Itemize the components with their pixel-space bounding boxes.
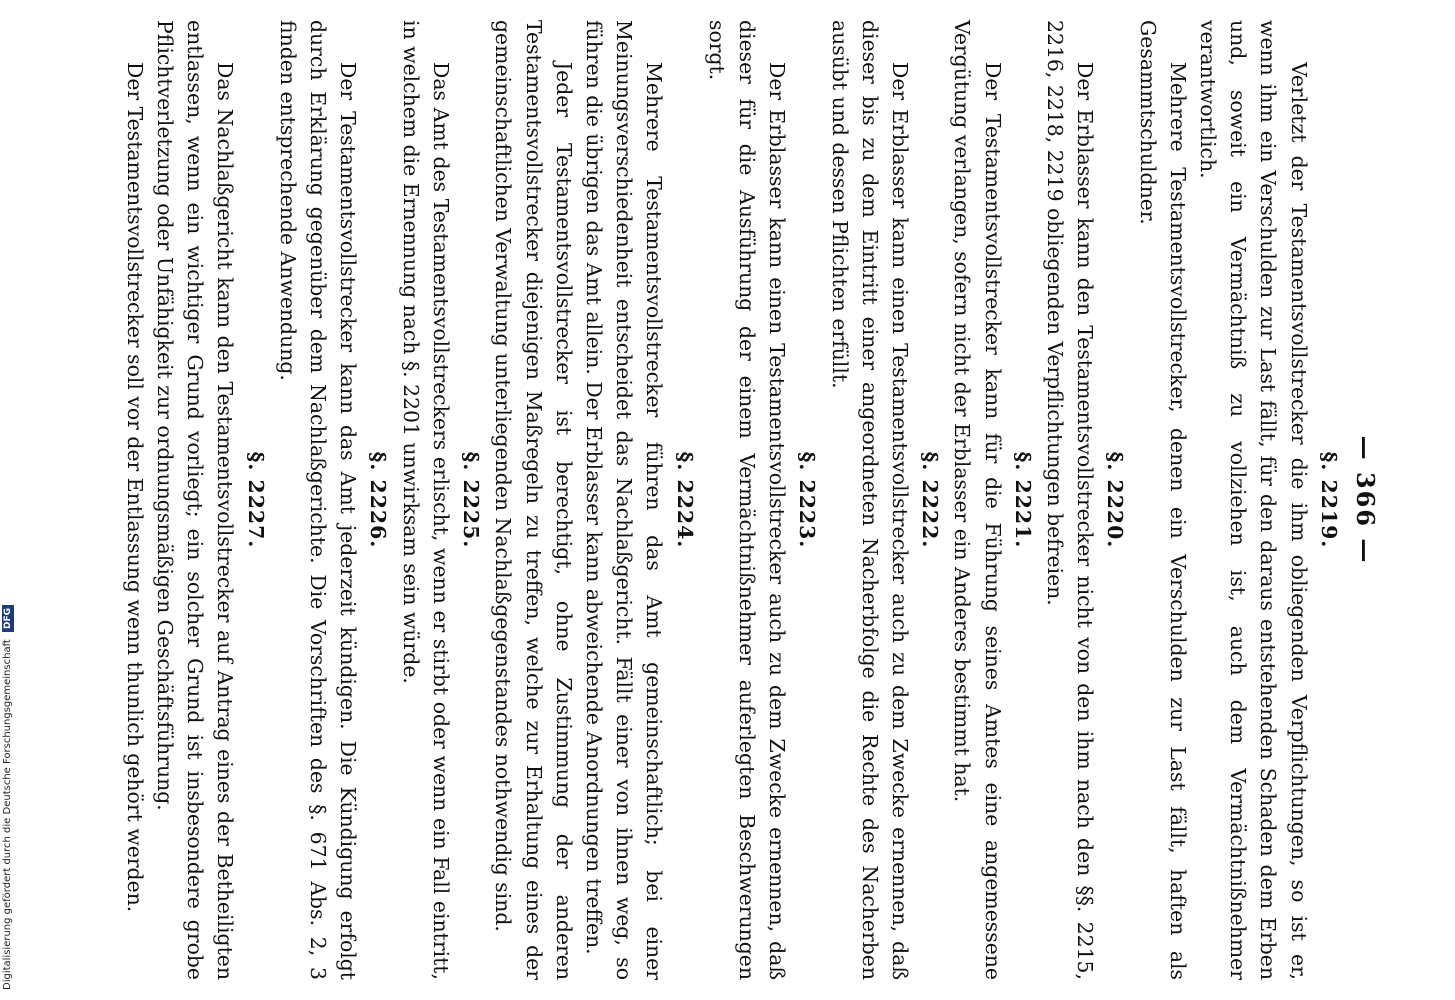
page-number: — 366 — <box>1351 435 1380 565</box>
section-paragraph: Jeder Testamentsvollstrecker ist berechtigt, ohne Zustimmung der anderen Testamentsvollstrecker diejenigen Maßregeln zu treffen, welche zur Erhaltung eines der gemeinschaftlichen Verwaltung unterliegenden Nachlaßgegenstandes nothwendig sind. <box>491 20 576 980</box>
section-2225 <box>396 20 487 980</box>
section-paragraph: Der Erblasser kann einen Testamentsvollstrecker auch zu dem Zwecke ernennen, daß dieser für die Ausführung der einem Vermächtnißnehmer auferlegten Beschwerungen sorgt. <box>704 20 790 980</box>
section-heading: §. 2219. <box>1316 451 1341 549</box>
section-paragraph: Der Testamentsvollstrecker kann für die Führung seines Amtes eine angemessene Vergütung verlangen, sofern nicht der Erblasser ein Anderes bestimmt hat. <box>950 20 1005 980</box>
section-heading: §. 2222. <box>918 451 943 549</box>
section-2221 <box>947 20 1038 980</box>
dfg-logo: DFG <box>2 605 14 632</box>
section-heading: §. 2224. <box>672 451 697 549</box>
section-paragraph: Das Amt des Testamentsvollstreckers erlischt, wenn er stirbt oder wenn ein Fall eintritt, in welchem die Ernennung nach §. 2201 unwirksam sein würde. <box>398 20 453 980</box>
section-heading: §. 2225. <box>459 451 484 549</box>
section-paragraph: Der Erblasser kann den Testamentsvollstrecker nicht von den ihm nach den §§. 2215, 2216, 2218, 2219 obliegenden Verpflichtungen befreien. <box>1042 20 1098 980</box>
section-heading: §. 2223. <box>795 451 820 549</box>
section-heading: §. 2227. <box>243 451 268 549</box>
section-heading: §. 2221. <box>1010 451 1035 549</box>
section-2224 <box>488 20 699 980</box>
section-2220 <box>1040 20 1131 980</box>
section-paragraph: Mehrere Testamentsvollstrecker führen das Amt gemeinschaftlich; bei einer Meinungsverschiedenheit entscheidet das Nachlaßgericht. Fällt einer von ihnen weg, so führen die übrigen das Amt allein. Der Erblasser kann abweichende Anordnungen treffen. <box>581 20 667 980</box>
section-2223 <box>702 20 823 980</box>
funding-note-text: Digitalisierung gefördert durch die Deutsche Forschungsgemeinschaft <box>2 639 13 990</box>
section-paragraph: Das Nachlaßgericht kann den Testamentsvollstrecker auf Antrag eines der Betheiligten entlassen, wenn ein wichtiger Grund vorliegt; ein solcher Grund ist insbesondere grobe Pflichtverletzung oder Unfähigkeit zur ordnungsmäßigen Geschäftsführung. <box>153 20 238 980</box>
funding-note <box>2 0 14 990</box>
section-heading: §. 2220. <box>1103 451 1128 549</box>
section-2227 <box>120 20 271 980</box>
section-2219 <box>1132 20 1343 980</box>
section-paragraph: Der Erblasser kann einen Testamentsvollstrecker auch zu dem Zwecke ernennen, daß dieser bis zu dem Eintritt einer angeordneten Nacherbfolge die Rechte des Nacherben ausübt und dessen Pflichten erfüllt. <box>827 20 912 980</box>
section-heading: §. 2226. <box>366 451 391 549</box>
section-paragraph: Verletzt der Testamentsvollstrecker die ihm obliegenden Verpflichtungen, so ist er, wenn ihm ein Verschulden zur Last fällt, für den daraus entstehenden Schaden dem Erben und, soweit ein Vermächtniß zu vollziehen ist, auch dem Vermächtnißnehmer verantwortlich. <box>1195 20 1311 980</box>
section-paragraph: Der Testamentsvollstrecker kann das Amt jederzeit kündigen. Die Kündigung erfolgt durch Erklärung gegenüber dem Nachlaßgerichte. Die Vorschriften des §. 671 Abs. 2, 3 finden entsprechende Anwendung. <box>275 20 361 980</box>
section-2226 <box>273 20 394 980</box>
section-paragraph: Der Testamentsvollstrecker soll vor der Entlassung wenn thunlich gehört werden. <box>122 62 147 913</box>
section-paragraph: Mehrere Testamentsvollstrecker, denen ein Verschulden zur Last fällt, haften als Gesammtschuldner. <box>1135 20 1190 980</box>
section-2222 <box>824 20 945 980</box>
rotated-text-block <box>60 20 1380 980</box>
